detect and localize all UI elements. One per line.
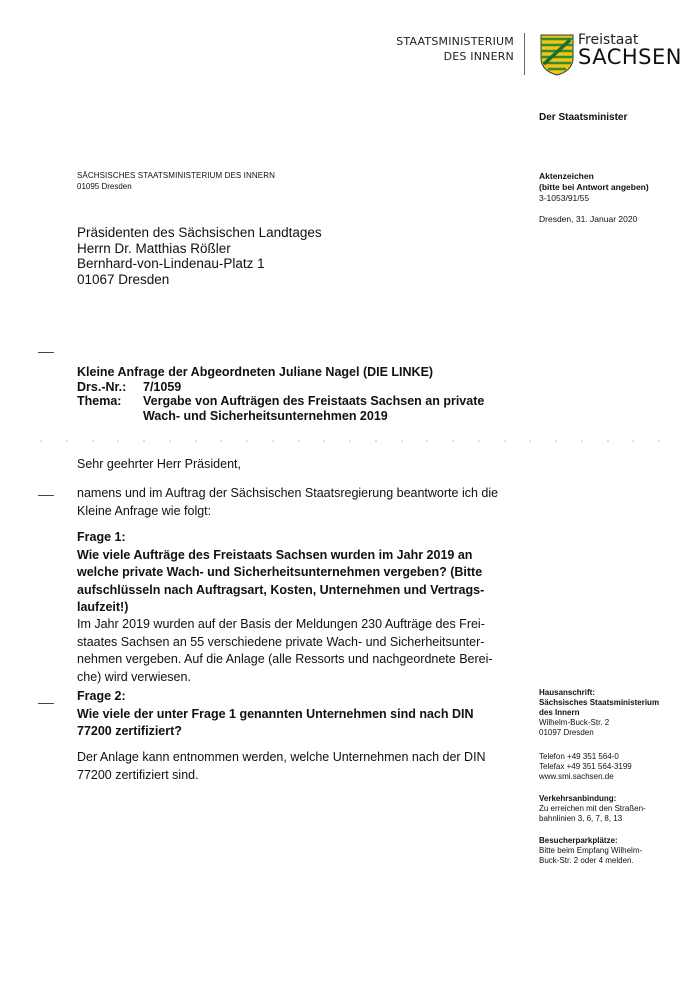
answer-2-line: 77200 zertifiziert sind. [77, 767, 199, 782]
reference-block [539, 171, 649, 204]
subject-title: Kleine Anfrage der Abgeordneten Juliane Nagel (DIE LINKE) [77, 365, 434, 379]
recipient-address [77, 225, 322, 287]
question-1-label: Frage 1: [77, 530, 126, 544]
intro-line: namens und im Auftrag der Sächsischen Staatsregierung beantworte ich die [77, 486, 499, 500]
address-label: Hausanschrift: [539, 688, 596, 697]
sender-line-2: 01095 Dresden [77, 182, 132, 191]
question-1 [77, 529, 510, 617]
parking-line: Bitte beim Empfang Wilhelm- [539, 846, 643, 855]
address-city: 01097 Dresden [539, 728, 594, 737]
parking-label: Besucherparkplätze: [539, 836, 618, 845]
minister-title: Der Staatsminister [539, 112, 628, 123]
drs-label: Drs.-Nr.: [77, 379, 127, 394]
ministry-name [396, 34, 514, 64]
logo-sachsen-text: SACHSEN [578, 45, 682, 69]
transport-label: Verkehrsanbindung: [539, 794, 617, 803]
question-1-line: welche private Wach- und Sicherheitsunternehmen vergeben? (Bitte [77, 565, 483, 579]
address-name-1: Sächsisches Staatsministerium [539, 698, 660, 707]
recipient-line: Herrn Dr. Matthias Rößler [77, 240, 231, 256]
question-2-line: 77200 zertifiziert? [77, 724, 182, 738]
address-street: Wilhelm-Buck-Str. 2 [539, 718, 610, 727]
transport-line: Zu erreichen mit den Straßen- [539, 804, 646, 813]
thema-line-2: Wach- und Sicherheitsunternehmen 2019 [143, 408, 388, 423]
question-1-line: aufschlüsseln nach Auftragsart, Kosten, Unternehmen und Vertrags- [77, 582, 485, 597]
fold-mark [38, 352, 54, 353]
answer-1 [77, 616, 510, 686]
thema-line-1: Vergabe von Aufträgen des Freistaats Sachsen an private [143, 394, 485, 408]
question-2-label: Frage 2: [77, 689, 126, 703]
question-2-line: Wie viele der unter Frage 1 genannten Unternehmen sind nach DIN [77, 706, 474, 721]
recipient-line: 01067 Dresden [77, 271, 170, 287]
contact-phone: Telefon +49 351 564-0 [539, 752, 619, 761]
transport-block [539, 794, 646, 824]
address-name-2: des Innern [539, 708, 580, 717]
salutation: Sehr geehrter Herr Präsident, [77, 457, 241, 471]
recipient-line: Präsidenten des Sächsischen Landtages [77, 225, 322, 240]
letter-date: Dresden, 31. Januar 2020 [539, 214, 638, 224]
answer-1-line: che) wird verwiesen. [77, 669, 191, 684]
drs-number: 7/1059 [143, 379, 182, 394]
answer-2 [77, 749, 510, 784]
office-address [539, 688, 659, 738]
punch-mark [38, 495, 54, 496]
saxony-coat-of-arms-icon [540, 34, 574, 76]
subject-block [77, 365, 484, 423]
answer-1-line: staates Sachsen an 55 verschiedene private Wach- und Sicherheitsunter- [77, 634, 485, 649]
reference-note: (bitte bei Antwort angeben) [539, 182, 649, 192]
logo-freistaat-text: Freistaat [578, 32, 639, 48]
transport-line: bahnlinien 3, 6, 7, 8, 13 [539, 814, 623, 823]
answer-1-line: Im Jahr 2019 wurden auf der Basis der Meldungen 230 Aufträge des Frei- [77, 617, 485, 631]
thema-label: Thema: [77, 394, 122, 408]
intro-line: Kleine Anfrage wie folgt: [77, 503, 212, 518]
answer-2-line: Der Anlage kann entnommen werden, welche Unternehmen nach der DIN [77, 750, 486, 764]
contact-block [539, 752, 632, 782]
contact-web[interactable]: www.smi.sachsen.de [539, 772, 614, 781]
contact-fax: Telefax +49 351 564-3199 [539, 762, 632, 771]
fold-guide-line [40, 440, 660, 442]
ministry-line-1: STAATSMINISTERIUM [396, 35, 514, 48]
ministry-line-2: DES INNERN [443, 50, 514, 63]
header-divider [524, 33, 525, 75]
intro-paragraph [77, 485, 510, 520]
parking-line: Buck-Str. 2 oder 4 melden. [539, 856, 634, 865]
parking-block [539, 836, 642, 866]
reference-number: 3-1053/91/55 [539, 193, 590, 203]
question-2 [77, 688, 510, 741]
answer-1-line: nehmen vergeben. Auf die Anlage (alle Ressorts und nachgeordnete Berei- [77, 652, 493, 666]
sender-line-1: SÄCHSISCHES STAATSMINISTERIUM DES INNERN [77, 171, 275, 180]
question-1-line: Wie viele Aufträge des Freistaats Sachsen wurden im Jahr 2019 an [77, 547, 473, 562]
fold-mark [38, 703, 54, 704]
reference-label: Aktenzeichen [539, 171, 594, 181]
recipient-line: Bernhard-von-Lindenau-Platz 1 [77, 256, 265, 271]
question-1-line: laufzeit!) [77, 600, 129, 614]
